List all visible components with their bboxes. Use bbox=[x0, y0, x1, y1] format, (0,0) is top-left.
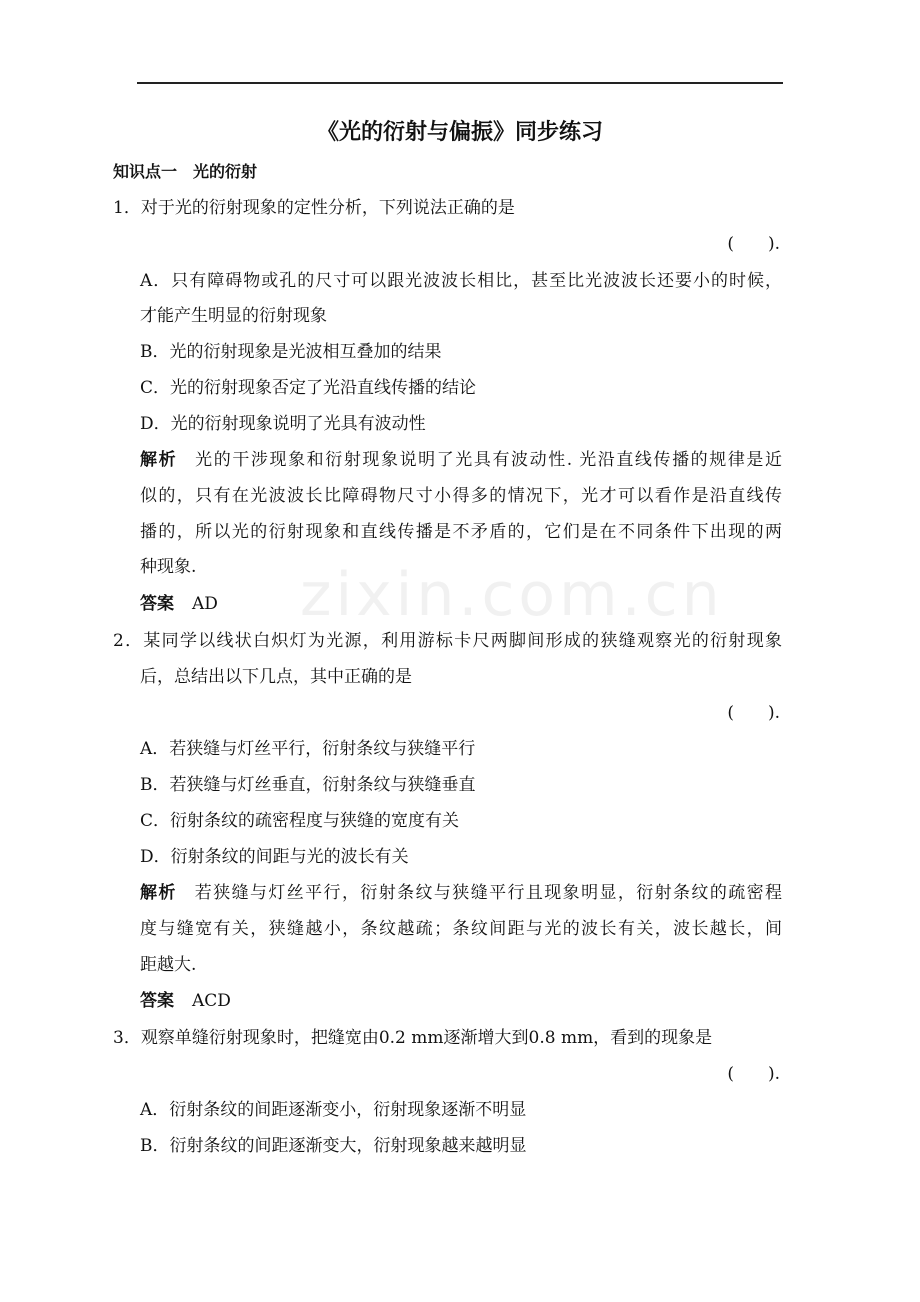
page-title: 《光的衍射与偏振》同步练习 bbox=[316, 120, 603, 145]
section-heading: 知识点一 光的衍射 bbox=[113, 162, 258, 181]
answer-label: 答案 bbox=[140, 991, 174, 1011]
question-number: 3． bbox=[113, 1028, 141, 1048]
answer-value: ACD bbox=[192, 991, 231, 1011]
question-stem: 对于光的衍射现象的定性分析，下列说法正确的是 bbox=[140, 198, 515, 218]
answer-value: AD bbox=[192, 594, 218, 614]
analysis-line: 度与缝宽有关，狭缝越小，条纹越疏；条纹间距与光的波长有关，波长越长，间 bbox=[140, 919, 782, 939]
answer-line bbox=[140, 593, 218, 615]
answer-paren: ( ). bbox=[727, 234, 780, 254]
option-a: A．只有障碍物或孔的尺寸可以跟光波波长相比，甚至比光波波长还要小的时候， bbox=[140, 271, 782, 291]
option-b: B．光的衍射现象是光波相互叠加的结果 bbox=[140, 342, 442, 362]
option-b: B．衍射条纹的间距逐渐变大，衍射现象越来越明显 bbox=[140, 1136, 527, 1156]
analysis-text: 若狭缝与灯丝平行，衍射条纹与狭缝平行且现象明显，衍射条纹的疏密程 bbox=[194, 883, 783, 903]
answer-paren: ( ). bbox=[727, 703, 780, 723]
question-stem: 观察单缝衍射现象时，把缝宽由0.2 mm逐渐增大到0.8 mm，看到的现象是 bbox=[140, 1028, 713, 1048]
watermark: zixin.com.cn bbox=[300, 560, 724, 630]
analysis-line: 播的，所以光的衍射现象和直线传播是不矛盾的，它们是在不同条件下出现的两 bbox=[140, 522, 782, 542]
option-a: A．衍射条纹的间距逐渐变小，衍射现象逐渐不明显 bbox=[140, 1100, 527, 1120]
answer-label: 答案 bbox=[140, 594, 174, 614]
option-d: D．衍射条纹的间距与光的波长有关 bbox=[140, 847, 409, 867]
option-d: D．光的衍射现象说明了光具有波动性 bbox=[140, 414, 426, 434]
question-3 bbox=[113, 1027, 712, 1049]
question-1 bbox=[113, 197, 515, 219]
option-b: B．若狭缝与灯丝垂直，衍射条纹与狭缝垂直 bbox=[140, 775, 476, 795]
question-stem-cont: 后，总结出以下几点，其中正确的是 bbox=[140, 667, 412, 687]
option-c: C．光的衍射现象否定了光沿直线传播的结论 bbox=[140, 378, 477, 398]
analysis-line: 种现象. bbox=[140, 557, 197, 577]
question-number: 2． bbox=[113, 631, 144, 651]
answer-line bbox=[140, 990, 231, 1012]
question-2 bbox=[113, 630, 782, 652]
option-a-cont: 才能产生明显的衍射现象 bbox=[140, 306, 327, 326]
question-number: 1． bbox=[113, 198, 141, 218]
answer-paren: ( ). bbox=[727, 1064, 780, 1084]
option-a: A．若狭缝与灯丝平行，衍射条纹与狭缝平行 bbox=[140, 739, 476, 759]
analysis-text: 光的干涉现象和衍射现象说明了光具有波动性. 光沿直线传播的规律是近 bbox=[195, 450, 783, 470]
header-rule bbox=[137, 82, 783, 84]
analysis-line bbox=[140, 882, 782, 904]
analysis-label: 解析 bbox=[140, 883, 177, 903]
analysis-line: 似的，只有在光波波长比障碍物尺寸小得多的情况下，光才可以看作是沿直线传 bbox=[140, 486, 782, 506]
question-stem: 某同学以线状白炽灯为光源，利用游标卡尺两脚间形成的狭缝观察光的衍射现象 bbox=[143, 631, 782, 651]
option-c: C．衍射条纹的疏密程度与狭缝的宽度有关 bbox=[140, 811, 460, 831]
analysis-label: 解析 bbox=[140, 450, 178, 470]
analysis-line: 距越大. bbox=[140, 955, 197, 975]
analysis-line bbox=[140, 449, 782, 471]
